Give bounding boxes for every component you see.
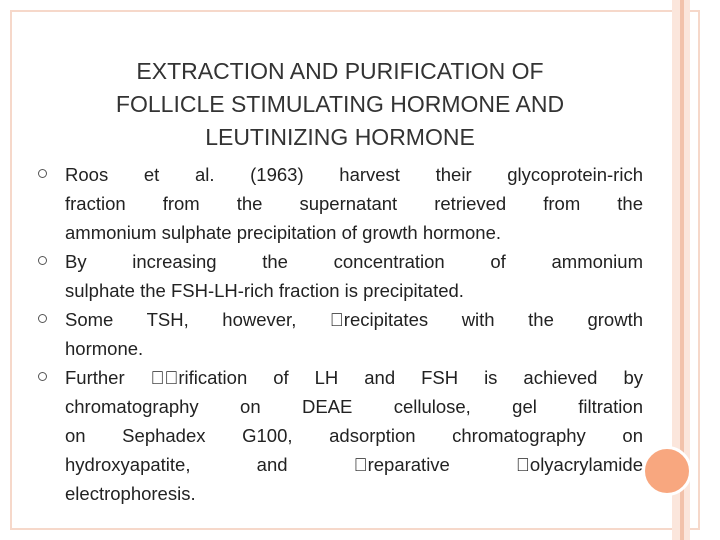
hollow-circle-bullet-icon	[38, 372, 47, 381]
bullet-line: fraction from the supernatant retrieved from the	[65, 193, 643, 214]
decorative-circle-icon	[642, 446, 692, 496]
bullet-line: Some TSH, however, recipitates with the growth	[65, 309, 643, 330]
hollow-circle-bullet-icon	[38, 169, 47, 178]
bullet-item	[38, 363, 643, 508]
bullet-line: on Sephadex G100, adsorption chromatography on	[65, 425, 643, 446]
slide-title-line: EXTRACTION AND PURIFICATION OF	[136, 58, 544, 85]
bullet-line: electrophoresis.	[65, 483, 196, 504]
bullet-item	[38, 305, 643, 363]
bullet-line: hormone.	[65, 338, 144, 359]
hollow-circle-bullet-icon	[38, 314, 47, 323]
bullet-item	[38, 247, 643, 305]
slide-title-line: FOLLICLE STIMULATING HORMONE AND	[115, 91, 565, 118]
slide-title-line: LEUTINIZING HORMONE	[205, 124, 475, 151]
bullet-line: chromatography on DEAE cellulose, gel filtration	[65, 396, 643, 417]
bullet-line: By increasing the concentration of ammonium	[65, 251, 643, 272]
hollow-circle-bullet-icon	[38, 256, 47, 265]
bullet-item	[38, 160, 643, 247]
bullet-line: Roos et al. (1963) harvest their glycoprotein-rich	[65, 164, 643, 185]
bullet-line: ammonium sulphate precipitation of growth hormone.	[65, 222, 502, 243]
slide-title	[40, 55, 640, 154]
bullet-line: hydroxyapatite, and reparative olyacrylamide	[65, 454, 643, 475]
bullet-list	[38, 160, 643, 508]
bullet-line: Further rification of LH and FSH is achieved by	[65, 367, 643, 388]
bullet-line: sulphate the FSH-LH-rich fraction is precipitated.	[65, 280, 464, 301]
